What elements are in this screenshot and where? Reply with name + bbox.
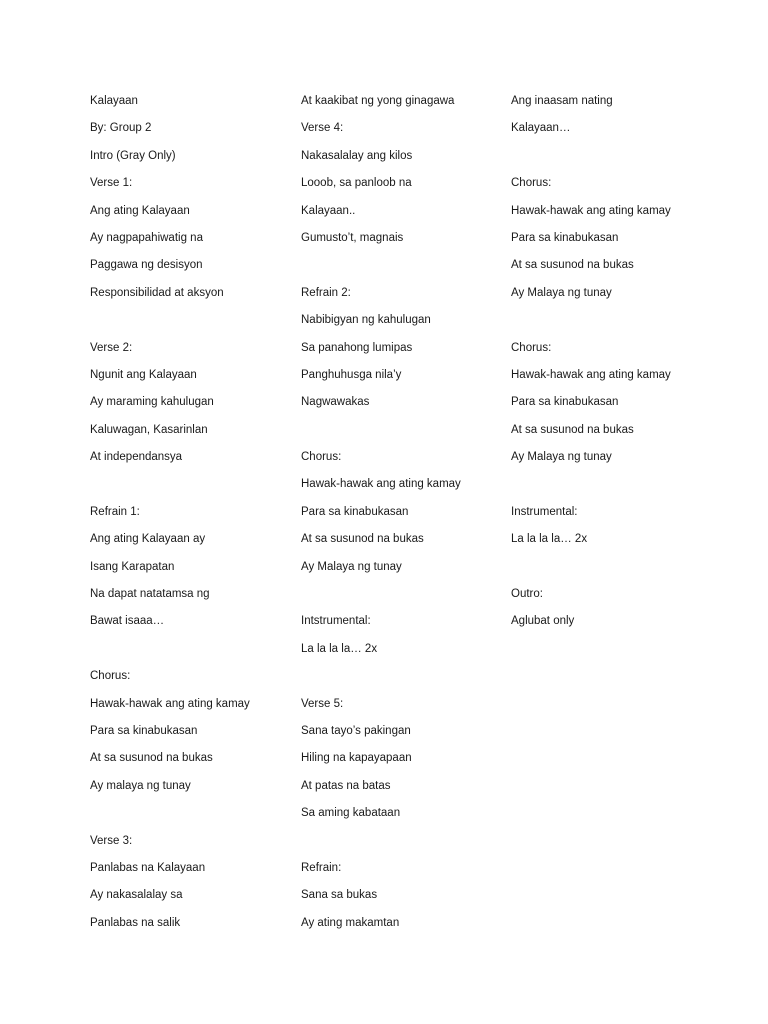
lyric-line: Para sa kinabukasan	[90, 724, 198, 737]
lyric-line: Hawak-hawak ang ating kamay	[511, 204, 671, 217]
lyric-line: Chorus:	[90, 670, 131, 683]
lyric-line: At sa susunod na bukas	[511, 423, 634, 436]
lyric-line	[90, 802, 305, 829]
lyric-line: Panlabas na salik	[90, 916, 181, 929]
lyric-line: At sa susunod na bukas	[511, 259, 634, 272]
lyric-line: At sa susunod na bukas	[90, 752, 213, 765]
lyric-line	[90, 473, 305, 500]
lyric-line: Ay ating makamtan	[301, 916, 400, 929]
lyric-line: At kaakibat ng yong ginagawa	[301, 95, 455, 107]
lyric-line: Kalayaan..	[301, 204, 356, 217]
lyric-line: By: Group 2	[90, 122, 152, 135]
lyric-line: Ay nakasalalay sa	[90, 889, 183, 902]
lyric-line: Nabibigyan ng kahulugan	[301, 314, 431, 327]
lyric-line	[301, 665, 516, 692]
lyric-line	[90, 309, 305, 336]
lyric-line: Responsibilidad at aksyon	[90, 286, 224, 299]
lyric-line: Nagwawakas	[301, 396, 370, 409]
lyric-line	[511, 556, 726, 583]
lyric-line: Hawak-hawak ang ating kamay	[90, 697, 250, 710]
lyric-line: La la la la… 2x	[301, 642, 378, 655]
lyric-line: Chorus:	[511, 341, 552, 354]
lyric-line: Sana sa bukas	[301, 889, 378, 902]
lyrics-column-3	[511, 90, 726, 638]
lyric-line: Para sa kinabukasan	[301, 505, 409, 518]
lyric-line: Na dapat natatamsa ng	[90, 588, 210, 601]
lyric-line: Hiling na kapayapaan	[301, 752, 412, 765]
lyric-line	[301, 830, 516, 857]
lyrics-column-2	[301, 90, 516, 939]
lyric-line: Sa panahong lumipas	[301, 341, 413, 354]
lyric-line: Paggawa ng desisyon	[90, 259, 203, 272]
lyric-line: Ang ating Kalayaan	[90, 204, 190, 217]
lyric-line: Sa aming kabataan	[301, 807, 401, 820]
lyric-line	[301, 419, 516, 446]
lyric-line: Verse 4:	[301, 122, 344, 135]
lyric-line	[511, 473, 726, 500]
lyric-line: Ay Malaya ng tunay	[301, 560, 402, 573]
lyric-line: Panghuhusga nila’y	[301, 368, 402, 381]
lyric-line: Panlabas na Kalayaan	[90, 861, 206, 874]
lyric-line: Intro (Gray Only)	[90, 149, 176, 162]
lyrics-column-1	[90, 90, 305, 939]
lyric-line: At sa susunod na bukas	[301, 533, 424, 546]
lyric-line	[90, 638, 305, 665]
lyric-line: Ay maraming kahulugan	[90, 396, 214, 409]
lyric-line	[301, 583, 516, 610]
lyric-line: Chorus:	[511, 177, 552, 190]
lyric-line: Hawak-hawak ang ating kamay	[511, 368, 671, 381]
lyric-line: Refrain 2:	[301, 286, 351, 299]
lyric-line: Instrumental:	[511, 505, 578, 518]
lyric-line: Verse 5:	[301, 697, 344, 710]
lyric-line: Ay Malaya ng tunay	[511, 286, 612, 299]
lyric-line: Hawak-hawak ang ating kamay	[301, 478, 461, 491]
lyric-line: Ngunit ang Kalayaan	[90, 368, 197, 381]
lyric-line	[511, 145, 726, 172]
lyric-line: Chorus:	[301, 451, 342, 464]
lyric-line: Ay Malaya ng tunay	[511, 451, 612, 464]
lyric-line: Nakasalalay ang kilos	[301, 149, 413, 162]
lyric-line: Ang inaasam nating	[511, 95, 613, 107]
lyric-line: Intstrumental:	[301, 615, 371, 628]
lyric-line: Kalayaan	[90, 95, 138, 107]
lyric-line: Kaluwagan, Kasarinlan	[90, 423, 208, 436]
lyric-line: Aglubat only	[511, 615, 575, 628]
lyric-line: Outro:	[511, 588, 543, 601]
lyric-line: Bawat isaaa…	[90, 615, 165, 628]
lyric-line	[511, 309, 726, 336]
lyric-line: At independansya	[90, 451, 183, 464]
lyric-line: La la la la… 2x	[511, 533, 588, 546]
lyric-line: Para sa kinabukasan	[511, 231, 619, 244]
lyric-line: Kalayaan…	[511, 122, 571, 135]
lyric-line: Sana tayo’s pakingan	[301, 724, 411, 737]
lyric-line: Verse 2:	[90, 341, 133, 354]
lyric-line: Ang ating Kalayaan ay	[90, 533, 206, 546]
lyric-line: Verse 1:	[90, 177, 133, 190]
lyric-line: Looob, sa panloob na	[301, 177, 412, 190]
lyric-line: Refrain 1:	[90, 505, 140, 518]
lyric-line: Verse 3:	[90, 834, 133, 847]
lyric-line: Ay nagpapahiwatig na	[90, 231, 203, 244]
lyric-line: Refrain:	[301, 861, 342, 874]
lyric-line: Para sa kinabukasan	[511, 396, 619, 409]
lyric-line: Gumusto’t, magnais	[301, 231, 404, 244]
lyric-line	[301, 254, 516, 281]
lyric-line: Isang Karapatan	[90, 560, 175, 573]
lyric-line: At patas na batas	[301, 779, 391, 792]
lyric-line: Ay malaya ng tunay	[90, 779, 191, 792]
